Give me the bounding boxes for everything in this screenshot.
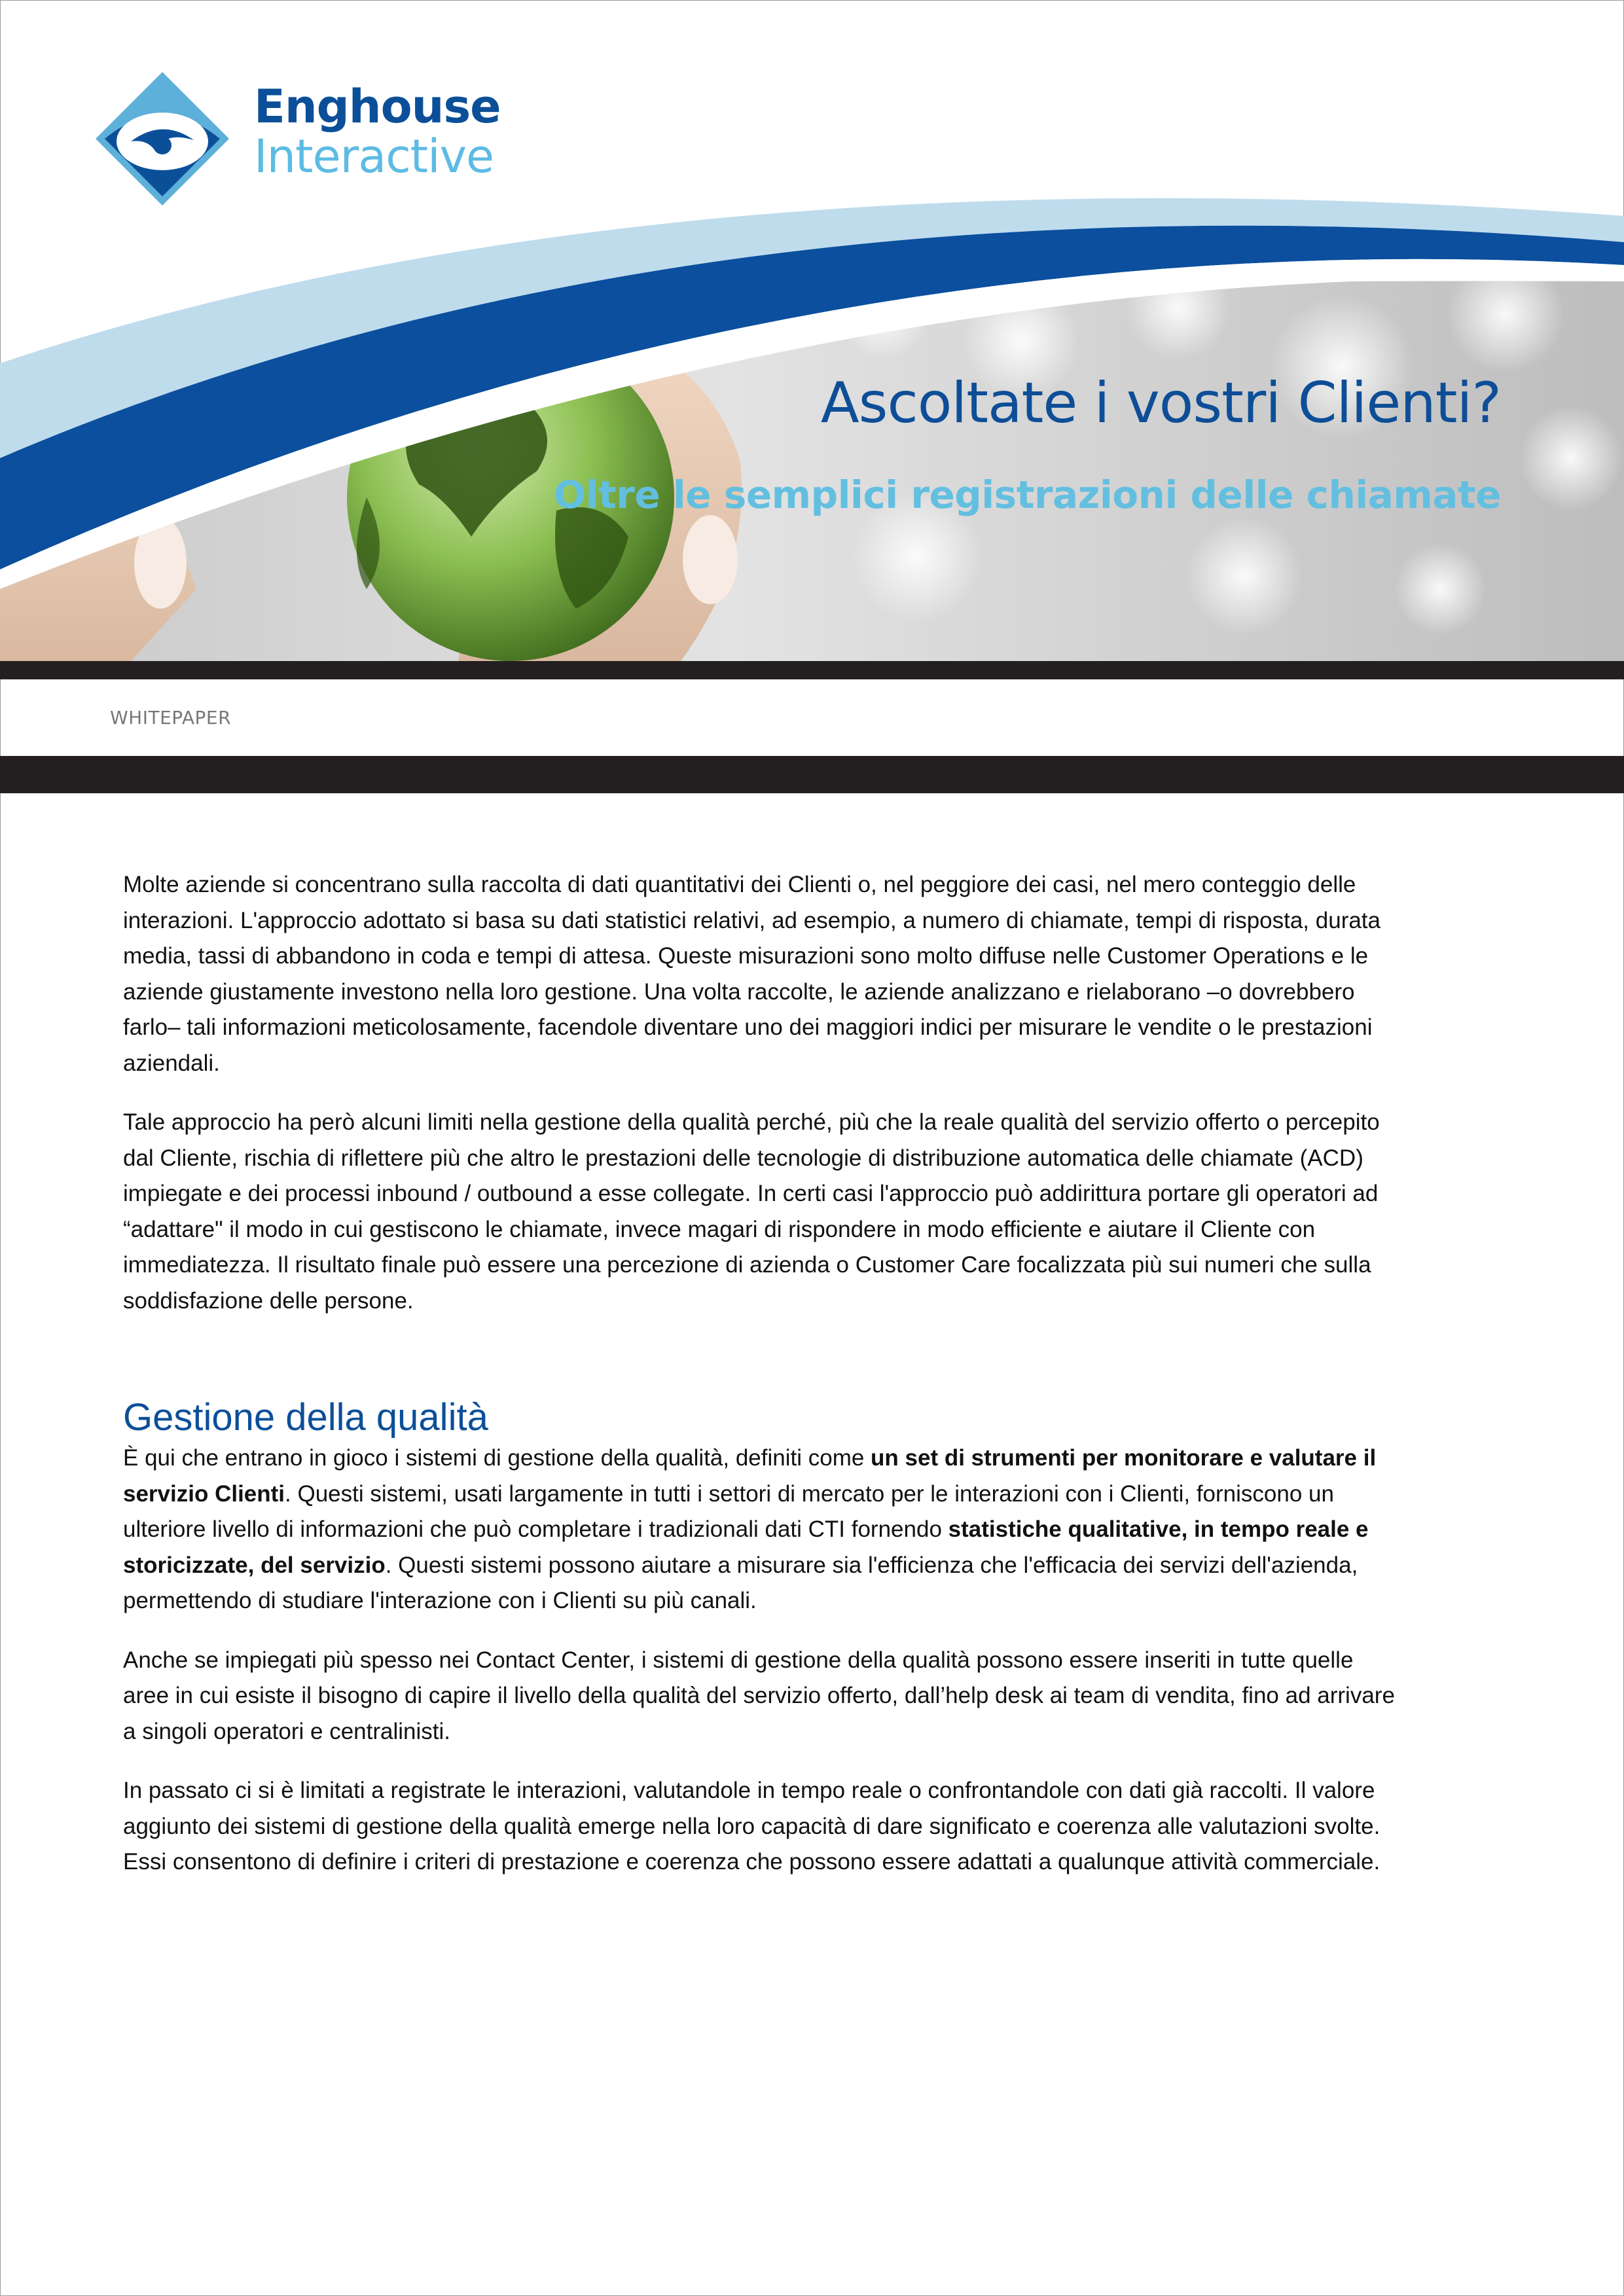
logo-line-interactive: Interactive: [254, 130, 494, 183]
section-heading: Gestione della qualità: [123, 1396, 488, 1439]
text-run: . Questi sistemi, usati largamente in tutti i settori di mercato per le interazioni con i Clienti, forniscono un ulteriore livello di informazioni che può completare i tradizionali dati CTI fornendo: [123, 1480, 1334, 1542]
document-body: [123, 867, 1399, 1904]
top-divider-band: [0, 661, 1624, 679]
hero-subtitle: Oltre le semplici registrazioni delle chiamate: [553, 473, 1501, 517]
bold-run: statistiche qualitative, in tempo reale e storicizzate, del servizio: [123, 1516, 1369, 1578]
section-paragraph-2: Anche se impiegati più spesso nei Contact Center, i sistemi di gestione della qualità possono essere inseriti in tutte quelle aree in cui esiste il bisogno di capire il livello della qualità del servizio offerto, dall’help desk ai team di vendita, fino ad arrivare a singoli operatori e centralinisti.: [123, 1647, 1395, 1744]
text-run: È qui che entrano in gioco i sistemi di gestione della qualità, definiti come: [123, 1445, 871, 1471]
section-paragraph-3: In passato ci si è limitati a registrate le interazioni, valutandole in tempo reale o confrontandole con dati già raccolti. Il valore aggiunto dei sistemi di gestione della qualità emerge nella loro capacità di dare significato e coerenza alle valutazioni svolte. Essi consentono di definire i criteri di prestazione e coerenza che possono essere adattati a qualunque attività commerciale.: [123, 1778, 1380, 1874]
bold-run: un set di strumenti per monitorare e valutare il servizio Clienti: [123, 1445, 1377, 1507]
enghouse-logo-text: [254, 80, 501, 183]
document-type-label: WHITEPAPER: [110, 707, 232, 728]
hero-title: Ascoltate i vostri Clienti?: [820, 370, 1501, 436]
intro-paragraph-2: Tale approccio ha però alcuni limiti nella gestione della qualità perché, più che la reale qualità del servizio offerto o percepito dal Cliente, rischia di riflettere più che altro le prestazioni delle tecnologie di distribuzione automatica delle chiamate (ACD) impiegate e dei processi inbound / outbound a esse collegate. In certi casi l'approccio può addirittura portare gli operatori ad “adattare" il modo in cui gestiscono le chiamate, invece magari di rispondere in modo efficiente e aiutare il Cliente con immediatezza. Il risultato finale può essere una percezione di azienda o Customer Care focalizzata più sui numeri che sulla soddisfazione delle persone.: [123, 1109, 1380, 1314]
hero-banner: [0, 0, 1624, 661]
bottom-divider-band: [0, 756, 1624, 793]
logo-line-enghouse: Enghouse: [254, 80, 501, 134]
hero-graphic: [0, 0, 1624, 661]
section-paragraph-1: [123, 1441, 1399, 1619]
enghouse-logo-icon: [96, 72, 229, 206]
intro-paragraph-1: Molte aziende si concentrano sulla raccolta di dati quantitativi dei Clienti o, nel peggiore dei casi, nel mero conteggio delle interazioni. L'approccio adottato si basa su dati statistici relativi, ad esempio, a numero di chiamate, tempi di risposta, durata media, tassi di abbandono in coda e tempi di attesa. Queste misurazioni sono molto diffuse nelle Customer Operations e le aziende giustamente investono nella loro gestione. Una volta raccolte, le aziende analizzano e rielaborano –o dovrebbero farlo– tali informazioni meticolosamente, facendole diventare uno dei maggiori indici per misurare le vendite o le prestazioni aziendali.: [123, 872, 1381, 1076]
text-run: . Questi sistemi possono aiutare a misurare sia l'efficienza che l'efficacia dei servizi dell'azienda, permettendo di studiare l'interazione con i Clienti su più canali.: [123, 1552, 1358, 1613]
section-spacer: [123, 1342, 1399, 1395]
